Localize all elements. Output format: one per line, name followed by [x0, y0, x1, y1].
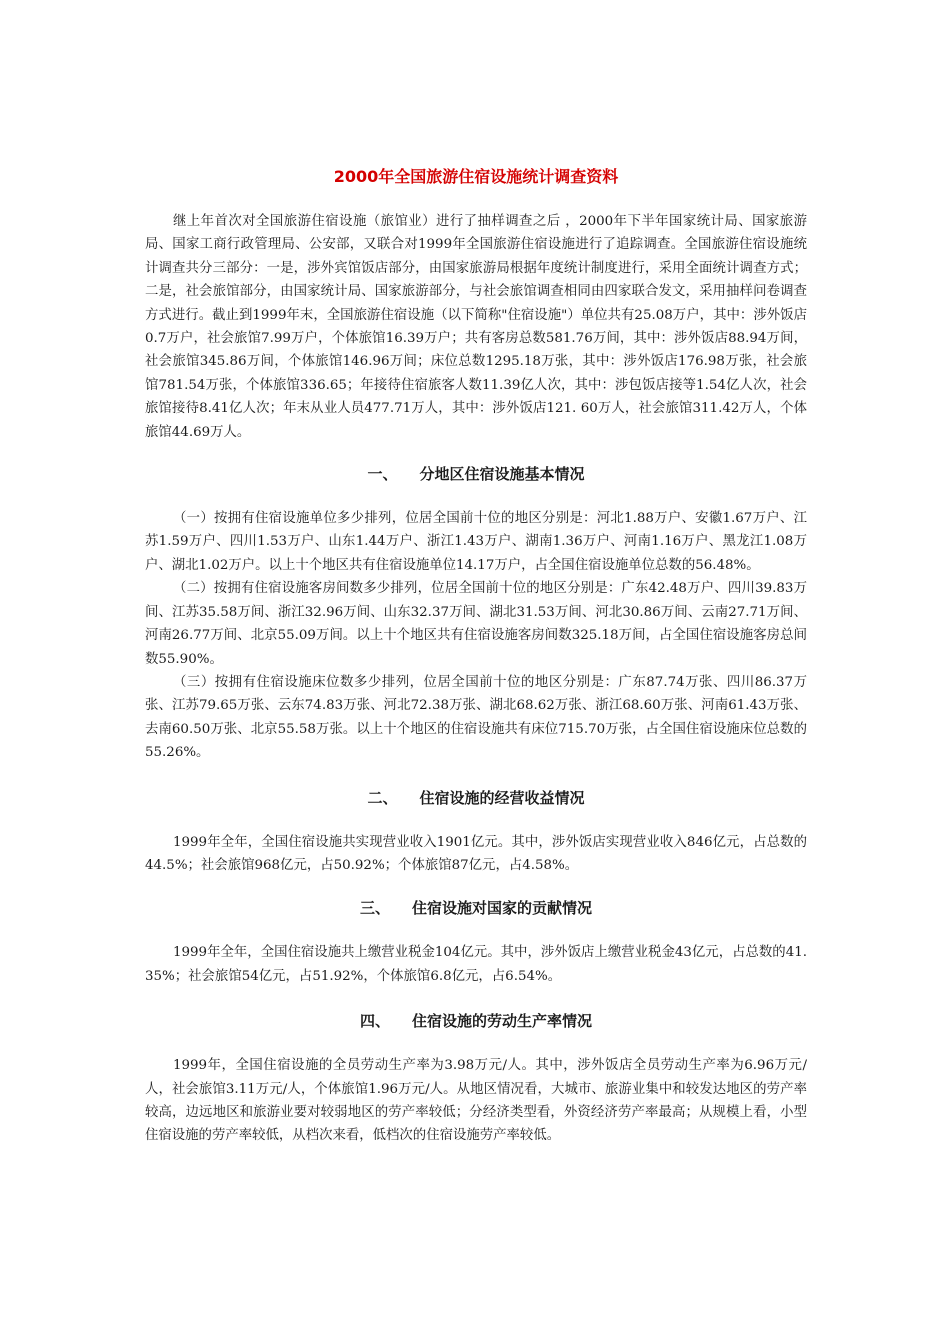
section-1-number: 一、	[367, 465, 398, 484]
section-1-paragraph-3: （三）按拥有住宿设施床位数多少排列，位居全国前十位的地区分别是：广东87.74万张、四川86.37万张、江苏79.65万张、云东74.83万张、河北72.38万张、湖北68.62万张、浙江68.60万张、河南61.43万张、去南60.50万张、北京55.58万张。以上十个地区的住宿设施共有床位715.70万张，占全国住宿设施床位总数的55.26%。	[145, 674, 807, 761]
section-4-title: 住宿设施的劳动生产率情况	[412, 1012, 593, 1031]
section-3-number: 三、	[359, 899, 390, 918]
intro-paragraph: 继上年首次对全国旅游住宿设施（旅馆业）进行了抽样调查之后 ，2000年下半年国家统计局、国家旅游局、国家工商行政管理局、公安部，又联合对1999年全国旅游住宿设施进行了追踪调查。全国旅游住宿设施统计调查共分三部分：一是，涉外宾馆饭店部分，由国家旅游局根据年度统计制度进行，采用全面统计调查方式；二是，社会旅馆部分，由国家统计局、国家旅游部分，与社会旅馆调查相同由四家联合发文，采用抽样问卷调查方式进行。截止到1999年末，全国旅游住宿设施（以下简称"住宿设施"）单位共有25.08万户，其中：涉外饭店0.7万户，社会旅馆7.99万户，个体旅馆16.39万户；共有客房总数581.76万间，其中：涉外饭店88.94万间，社会旅馆345.86万间，个体旅馆146.96万间；床位总数1295.18万张，其中：涉外饭店176.98万张，社会旅馆781.54万张，个体旅馆336.65；年接待住宿旅客人数11.39亿人次，其中：涉包饭店接等1.54亿人次，社会旅馆接待8.41亿人次；年末从业人员477.71万人，其中：涉外饭店121. 60万人，社会旅馆311.42万人，个体旅馆44.69万人。	[145, 214, 807, 440]
section-1-heading	[145, 461, 807, 487]
section-2-heading	[145, 785, 807, 811]
section-3-heading	[145, 895, 807, 921]
section-2-title: 住宿设施的经营收益情况	[419, 788, 585, 807]
section-2-number: 二、	[367, 788, 398, 807]
section-4-number: 四、	[359, 1012, 390, 1031]
section-4-paragraph-1: 1999年，全国住宿设施的全员劳动生产率为3.98万元/人。其中，涉外饭店全员劳动生产率为6.96万元/人，社会旅馆3.11万元/人，个体旅馆1.96万元/人。从地区情况看，大城市、旅游业集中和较发达地区的劳产率较高，边远地区和旅游业要对较弱地区的劳产率较低；分经济类型看，外资经济劳产率最高；从规模上看，小型住宿设施的劳产率较低，从档次来看，低档次的住宿设施劳产率较低。	[145, 1058, 807, 1144]
section-1-paragraph-2: （二）按拥有住宿设施客房间数多少排列，位居全国前十位的地区分别是：广东42.48万户、四川39.83万间、江苏35.58万间、浙江32.96万间、山东32.37万间、湖北31.53万间、河北30.86万间、云南27.71万间、河南26.77万间、北京55.09万间。以上十个地区共有住宿设施客房间数325.18万间，占全国住宿设施客房总间数55.90%。	[145, 581, 807, 667]
document-page	[145, 163, 807, 1148]
document-title: 2000年全国旅游住宿设施统计调查资料	[333, 167, 619, 186]
section-2-paragraph-1: 1999年全年，全国住宿设施共实现营业收入1901亿元。其中，涉外饭店实现营业收入846亿元，占总数的44.5%；社会旅馆968亿元，占50.92%；个体旅馆87亿元，占4.58%。	[145, 834, 807, 873]
section-1-paragraph-1: （一）按拥有住宿设施单位多少排列，位居全国前十位的地区分别是：河北1.88万户、安徽1.67万户、江苏1.59万户、四川1.53万户、山东1.44万户、浙江1.43万户、湖南1.36万户、河南1.16万户、黑龙江1.08万户、湖北1.02万户。以上十个地区共有住宿设施单位14.17万户，占全国住宿设施单位总数的56.48%。	[145, 511, 808, 573]
section-3-paragraph-1: 1999年全年，全国住宿设施共上缴营业税金104亿元。其中，涉外饭店上缴营业税金43亿元，占总数的41.35%；社会旅馆54亿元，占51.92%，个体旅馆6.8亿元，占6.54%。	[145, 945, 807, 984]
section-4-heading	[145, 1008, 807, 1034]
section-1-title: 分地区住宿设施基本情况	[419, 465, 585, 484]
section-3-title: 住宿设施对国家的贡献情况	[412, 899, 593, 918]
